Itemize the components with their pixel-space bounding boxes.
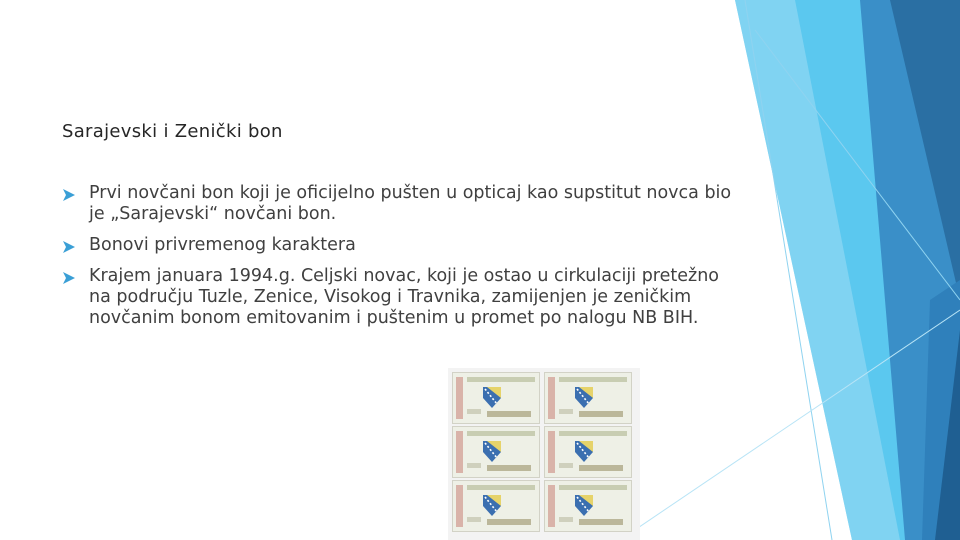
diamond-arrow-icon — [62, 240, 76, 254]
emblem-icon — [571, 438, 597, 464]
slide-title: Sarajevski i Zenički bon — [62, 121, 283, 142]
emblem-icon — [479, 438, 505, 464]
bullet-item-1 — [62, 183, 742, 225]
emblem-icon — [479, 492, 505, 518]
diamond-arrow-icon — [62, 271, 76, 285]
banknotes-image — [448, 368, 640, 540]
banknote — [452, 426, 540, 478]
bullet-text-3: Krajem januara 1994.g. Celjski novac, koji je ostao u cirkulaciji pretežno na području Tuzle, Zenice, Visokog i Travnika, zamijenjen je zeničkim novčanim bonom emitovanim i puštenim u promet po nalogu NB BIH. — [89, 266, 719, 328]
emblem-icon — [571, 384, 597, 410]
bullet-text-2: Bonovi privremenog karaktera — [89, 235, 356, 255]
diamond-arrow-icon — [62, 188, 76, 202]
emblem-icon — [571, 492, 597, 518]
bullet-item-3 — [62, 266, 742, 329]
emblem-icon — [479, 384, 505, 410]
bullet-list — [62, 183, 742, 339]
banknote — [452, 372, 540, 424]
bullet-item-2 — [62, 235, 742, 256]
banknote — [544, 426, 632, 478]
banknote — [544, 480, 632, 532]
bullet-text-1: Prvi novčani bon koji je oficijelno pušten u opticaj kao supstitut novca bio je „Sarajevski“ novčani bon. — [89, 183, 732, 224]
banknote — [452, 480, 540, 532]
banknote — [544, 372, 632, 424]
